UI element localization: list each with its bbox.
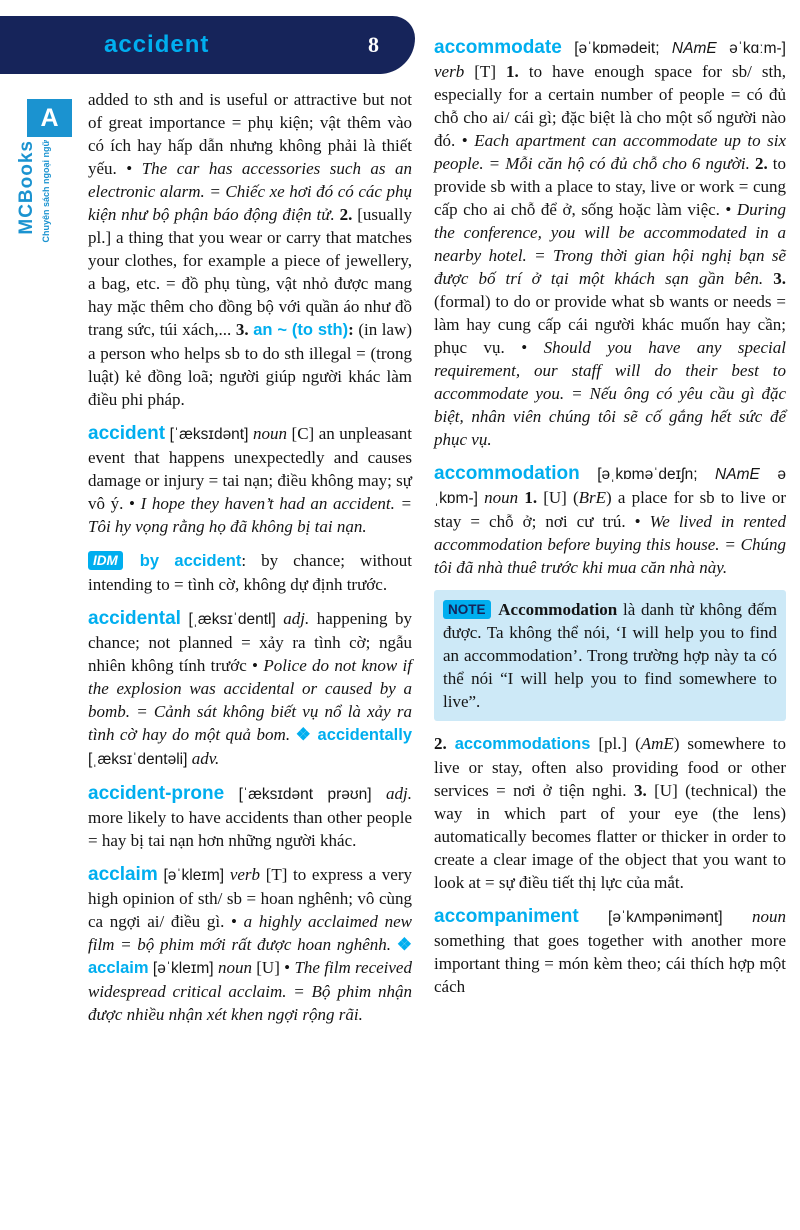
entry-text: noun — [484, 488, 519, 507]
idm-badge: IDM — [88, 551, 123, 570]
sub-headword: acclaim — [88, 959, 149, 977]
entry-text: 1. — [524, 488, 544, 507]
brand-name: MCBooks — [16, 140, 37, 235]
entry-text: happening by chance; not planned = xảy ra tình cờ; ngẫu nhiên không tính trước • — [88, 609, 412, 675]
entry-text: 1. — [506, 62, 529, 81]
pronunciation: NAmE — [715, 466, 760, 483]
entry-text: adj. — [283, 609, 310, 628]
entry-text: : by chance; without intending to = tình cờ, không dự định trước. — [88, 551, 412, 594]
entry-text: During the conference, you will be accommodated in a nearby hotel. = Trong thời gian hội nghị bạn sẽ được bố trí ở tại một khách sạn gần bên. — [434, 200, 786, 288]
entry-text: verb — [434, 62, 465, 81]
pronunciation: [ˌæksɪˈdentəli] — [88, 751, 192, 768]
pronunciation: [əˈkɒmədeit; — [561, 40, 672, 57]
entry-accident — [88, 422, 412, 538]
pronunciation: [ˈæksɪdənt prəʊn] — [224, 786, 387, 803]
sub-headword: accidentally — [317, 726, 412, 744]
sub-headword: accommodations — [454, 735, 591, 753]
entry-text: adv. — [191, 749, 220, 768]
note-box-accommodation — [434, 590, 786, 721]
entry-text: something that goes together with another more important thing = món kèm theo; cái thích hợp một cách — [434, 931, 786, 996]
entry-text: Each apartment can accommodate up to six people. = Mỗi căn hộ có đủ chỗ cho 6 người. — [434, 131, 786, 173]
pronunciation: [əˈkʌmpənimənt] — [578, 909, 752, 926]
entry-acclaim — [88, 863, 412, 1026]
header-word: accident — [104, 31, 210, 58]
pronunciation: [əˈkleɪm] — [157, 867, 230, 884]
pronunciation: əˈkɑːm-] — [716, 40, 786, 57]
entry-text: (in law) a person who helps sb to do sth illegal = (trong luật) kẻ đồng loã; người giúp người khác làm điều phi pháp. — [88, 320, 413, 409]
pronunciation: [ˈæksɪdənt] — [165, 426, 254, 443]
entry-text: ) somewhere to live or stay, often also providing food or other services = nơi ở tiện nghi. — [434, 734, 786, 800]
entry-text: AmE — [640, 734, 674, 753]
entry-accident-prone — [88, 782, 412, 852]
brand-tagline: Chuyên sách ngoại ngữ — [41, 140, 51, 243]
entry-text: The car has accessories such as an electronic alarm. = Chiếc xe hơi đó có các phụ kiện như bộ phận báo động điện tử. — [88, 159, 413, 224]
right-column — [434, 36, 786, 1009]
left-column — [88, 88, 412, 1037]
page-number: 8 — [368, 32, 379, 57]
entry-text: [C] an unpleasant event that happens unexpectedly and causes damage or injury = tai nạn; điều không may; sự vô ý. • — [88, 424, 413, 513]
entry-text: added to sth and is useful or attractive but not of great importance = phụ kiện; vật thêm vào có ích hay hấp dẫn nhưng không phải là thiết yếu. • — [88, 90, 412, 178]
sub-headword: an ~ (to sth) — [253, 321, 349, 339]
entry-text: 2. — [434, 734, 455, 753]
headword: accommodate — [434, 37, 562, 58]
entry-accompaniment — [434, 905, 786, 998]
entry-accessory-continuation — [88, 88, 412, 411]
entry-text: to have enough space for sb/ sth, especially for a certain number of people = có đủ chỗ cho ai/ cái gì; đặc biệt là cho một số người nào đó. • — [434, 62, 786, 150]
entry-text: (formal) to do or provide what sb wants or needs = làm hay cung cấp cái người khác muốn hay cần; phục vụ. • — [434, 292, 786, 357]
headword: accidental — [88, 608, 181, 629]
headword: acclaim — [88, 864, 158, 885]
entry-text: [U] ( — [543, 488, 579, 507]
entry-accidental — [88, 607, 412, 771]
entry-accommodations-continuation — [434, 732, 786, 894]
entry-text: noun — [752, 907, 786, 926]
page-header-banner — [0, 16, 415, 74]
entry-text: [U] • — [251, 958, 295, 977]
entry-text: ❖ — [295, 725, 318, 744]
entry-text: 3. — [633, 781, 655, 800]
entry-text: 2. — [754, 154, 773, 173]
entry-text: a highly acclaimed new film = bộ phim mới rất được hoan nghênh. — [88, 912, 412, 954]
entry-text: Should you have any special requirement, our staff will do their best to accommodate you. = Nếu ông có yêu cầu gì đặc biệt, nhân viên chúng tôi sẽ cố gắng hết sức để phục vụ. — [434, 338, 787, 449]
headword: accident-prone — [88, 783, 225, 804]
entry-text: ❖ — [396, 935, 412, 954]
entry-text: to provide sb with a place to stay, live or work = cung cấp cho ai chỗ để ở, sống hoặc làm việc. • — [434, 154, 787, 219]
pronunciation: əˌkɒm-] — [434, 466, 786, 507]
entry-text: We lived in rented accommodation before buying this house. = Chúng tôi đã nhà thuê trước khi mua căn nhà này. — [434, 512, 786, 577]
pronunciation: [ˌæksɪˈdentl] — [180, 611, 284, 628]
entry-idm-by-accident — [88, 549, 412, 596]
entry-text: 3. — [235, 320, 254, 339]
entry-text: adj. — [386, 784, 412, 803]
headword: accompaniment — [434, 906, 579, 927]
entry-text — [125, 551, 140, 570]
entry-text: more likely to have accidents than other people = hay bị tai nạn hơn những người khác. — [88, 808, 412, 850]
brand-logo — [16, 140, 51, 243]
entry-text: [pl.] ( — [590, 734, 641, 753]
entry-text: noun — [217, 958, 252, 977]
pronunciation: NAmE — [671, 40, 717, 57]
note-badge: NOTE — [443, 600, 491, 619]
pronunciation: [əˌkɒməˈdeɪʃn; — [579, 466, 716, 483]
sub-headword: by accident — [139, 552, 242, 570]
entry-text: Accommodation — [498, 600, 618, 619]
entry-text: I hope they haven’t had an accident. = Tôi hy vọng rằng họ đã không bị tai nạn. — [88, 494, 413, 536]
entry-text: [usually pl.] a thing that you wear or carry that matches your clothes, for example a piece of jewellery, a bag, etc. = đồ phụ tùng, vật nhỏ được mang hay mặc thêm cho đồng bộ với quần áo như đồ trang sức, túi xách,... — [88, 205, 412, 339]
entry-text: BrE — [578, 488, 607, 507]
entry-accommodation — [434, 462, 786, 579]
pronunciation: [əˈkleɪm] — [148, 960, 218, 977]
letter-tab: A — [27, 99, 72, 137]
entry-accommodate — [434, 36, 786, 451]
entry-text: noun — [253, 424, 288, 443]
entry-text: [U] (technical) the way in which part of your eye (the lens) automatically becomes flatter or thicker in order to create a clear image of the object that you want to look at = sự điều tiết thị lực của mắt. — [434, 781, 787, 892]
entry-text: [T] — [464, 62, 507, 81]
headword: accommodation — [434, 463, 580, 484]
entry-text: : — [348, 320, 359, 339]
entry-text: là danh từ không đếm được. Ta không thể nói, ‘I will help you to find an accommodation’. Trong trường hợp này ta có thể nói “I will help you to find somewhere to live”. — [443, 600, 777, 711]
entry-text: [T] to express a very high opinion of sth/ sb = hoan nghênh; vô cùng ca ngợi ai/ điều gì. • — [88, 865, 412, 931]
entry-text: Police do not know if the explosion was accidental or caused by a bomb. = Cảnh sát không biết vụ nổ là xảy ra tình cờ hay do một quả bom. — [88, 656, 412, 744]
entry-text: verb — [229, 865, 261, 884]
entry-text: 2. — [339, 205, 358, 224]
entry-text: 3. — [773, 269, 786, 288]
headword: accident — [88, 423, 166, 444]
entry-text: The film received widespread critical acclaim. = Bộ phim nhận được nhiều nhận xét khen ngợi rộng rãi. — [88, 958, 412, 1024]
entry-text: ) a place for sb to live or stay = chỗ ở; nơi cư trú. • — [434, 488, 787, 531]
